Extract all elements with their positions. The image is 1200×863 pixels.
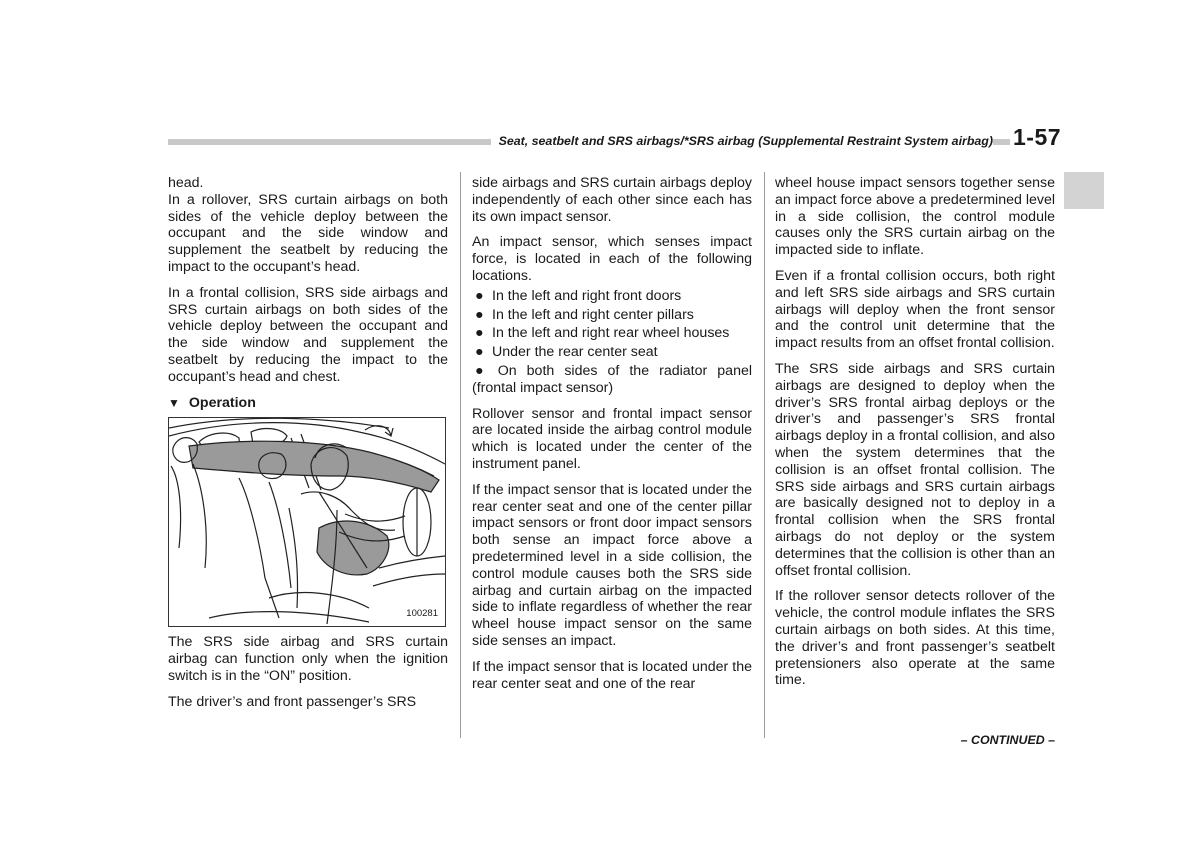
list-item: ● Under the rear center seat xyxy=(475,344,658,361)
column-divider xyxy=(764,172,765,738)
paragraph: The SRS side airbags and SRS curtain airbags are designed to deploy when the driver’s SRS frontal airbag deploys or the driver’s and passenger’s SRS frontal airbags deploy in a frontal collision, and also when the system determines that the collision is an offset frontal collision. The SRS side airbags and SRS curtain airbags are basically designed not to deploy in a frontal collision when the SRS frontal airbags do not deploy or the system determines that the collision is other than an offset frontal collision. xyxy=(775,360,1055,579)
paragraph: wheel house impact sensors together sense an impact force above a predetermined level in a side collision, the control module causes only the SRS curtain airbag on the impacted side to inflate. xyxy=(775,175,1055,259)
airbag-deployment-drawing xyxy=(169,418,445,626)
triangle-marker-icon: ▼ xyxy=(168,395,180,410)
bullet-icon: ● xyxy=(475,287,484,304)
page-number: 1-57 xyxy=(1013,124,1062,150)
paragraph: In a rollover, SRS curtain airbags on both sides of the vehicle deploy between the occupant and the side window and supplement the seatbelt by reducing the impact to the occupant’s head. xyxy=(168,191,448,275)
paragraph: Rollover sensor and frontal impact sensor are located inside the airbag control module which is located under the center of the instrument panel. xyxy=(472,405,752,472)
column-3 xyxy=(775,175,1055,689)
paragraph: head. xyxy=(168,175,204,191)
paragraph: Even if a frontal collision occurs, both right and left SRS side airbags and SRS curtain airbags will deploy when the front sensor and the control unit determine that the impact results from an offset frontal collision. xyxy=(775,267,1055,352)
bullet-icon: ● xyxy=(475,306,484,323)
paragraph: An impact sensor, which senses impact force, is located in each of the following locations. xyxy=(472,234,752,284)
section-title: Seat, seatbelt and SRS airbags/*SRS airbag (Supplemental Restraint System airbag) xyxy=(491,134,993,148)
figure-code: 100281 xyxy=(405,606,439,623)
column-2 xyxy=(472,175,752,692)
paragraph: In a frontal collision, SRS side airbags and SRS curtain airbags on both sides of the vehicle deploy between the occupant and the side window and supplement the seatbelt by reducing the impact to the occupant’s head and chest. xyxy=(168,284,448,385)
paragraph: side airbags and SRS curtain airbags deploy independently of each other since each has its own impact sensor. xyxy=(472,175,752,225)
chapter-tab xyxy=(1064,172,1104,209)
airbag-illustration xyxy=(168,417,446,627)
list-item: ● In the left and right center pillars xyxy=(475,306,694,323)
column-1 xyxy=(168,175,448,711)
continued-marker: – CONTINUED – xyxy=(960,733,1055,747)
bullet-icon: ● xyxy=(475,325,484,342)
column-divider xyxy=(460,172,461,738)
paragraph: The SRS side airbag and SRS curtain airbag can function only when the ignition switch is in the “ON” position. xyxy=(168,634,448,684)
paragraph: The driver’s and front passenger’s SRS xyxy=(168,693,417,710)
paragraph: If the impact sensor that is located under the rear center seat and one of the rear xyxy=(472,658,752,692)
sensor-location-list xyxy=(472,288,752,397)
bullet-icon: ● xyxy=(475,362,490,379)
list-item: ● On both sides of the radiator panel (frontal impact sensor) xyxy=(472,362,752,396)
operation-heading xyxy=(168,395,448,412)
list-item: ● In the left and right rear wheel houses xyxy=(475,325,730,342)
bullet-icon: ● xyxy=(475,344,484,361)
heading-label: Operation xyxy=(188,394,256,411)
paragraph: If the impact sensor that is located under the rear center seat and one of the center pillar impact sensors or front door impact sensors both sense an impact force above a predetermined level in a side collision, the control module causes both the SRS side airbag and curtain airbag on the impacted side to inflate regardless of whether the rear wheel house impact sensor on the same side senses an impact. xyxy=(472,481,752,649)
list-item: ● In the left and right front doors xyxy=(475,287,682,304)
paragraph: If the rollover sensor detects rollover of the vehicle, the control module inflates the SRS curtain airbags on both sides. At this time, the driver’s and front passenger’s seatbelt pretensioners also operate at the same time. xyxy=(775,588,1055,689)
